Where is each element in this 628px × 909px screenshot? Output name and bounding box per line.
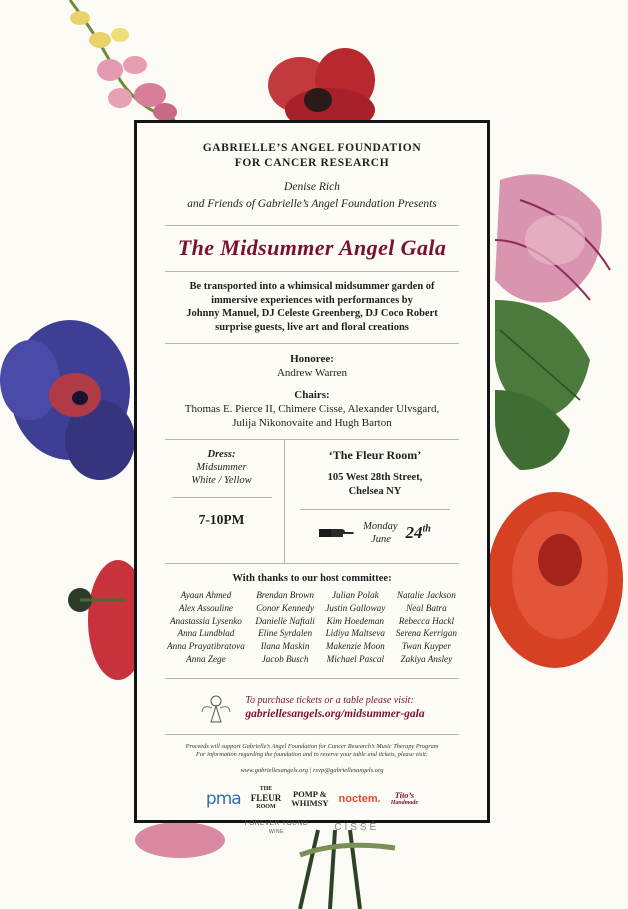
presenter-line-1: Denise Rich xyxy=(284,181,340,193)
titos-bot: Handmade xyxy=(390,799,419,806)
committee-member: Kim Hoedeman xyxy=(326,615,385,626)
divider xyxy=(165,734,459,735)
committee-member: Justin Galloway xyxy=(325,602,386,613)
divider xyxy=(165,678,459,679)
sponsor-logos xyxy=(159,786,465,812)
committee-member: Neal Batra xyxy=(406,602,447,613)
dress-label: Dress: xyxy=(207,449,236,460)
green-leaves xyxy=(495,300,590,470)
contact-links[interactable]: www.gabriellesangels.org | rsvp@gabriellesangels.org xyxy=(240,766,384,774)
fleur-mid: FLEUR xyxy=(250,793,282,804)
pomp-top: POMP & xyxy=(292,788,327,799)
titos-logo xyxy=(391,791,418,807)
fleur-bot: ROOM xyxy=(256,804,276,811)
committee-member: Zakiya Ansley xyxy=(400,653,453,664)
date-weekday: Monday xyxy=(363,521,398,532)
committee-member: Makenzie Moon xyxy=(325,641,385,652)
chairs-label: Chairs: xyxy=(294,389,330,401)
blue-anemone-flower xyxy=(0,320,135,480)
forever-young-sub: WINE xyxy=(268,828,285,835)
committee-member: Ayaan Ahmed xyxy=(180,590,232,600)
honoree-section xyxy=(159,352,465,380)
divider xyxy=(300,509,450,510)
committee-member: Lidiya Maltseva xyxy=(325,628,386,639)
dress-line-2: White / Yellow xyxy=(191,475,252,486)
divider xyxy=(165,343,459,344)
org-line-2: FOR CANCER RESEARCH xyxy=(234,157,390,169)
committee-column xyxy=(325,589,385,666)
description-line-3: Johnny Manuel, DJ Celeste Greenberg, DJ Coco Robert xyxy=(186,308,438,319)
committee-member: Ilana Maskin xyxy=(260,641,310,652)
divider xyxy=(165,271,459,272)
venue-name: ‘The Fleur Room’ xyxy=(328,448,422,462)
address-line-1: 105 West 28th Street, xyxy=(327,472,423,483)
chairs-line-1: Thomas E. Pierce II, Chimere Cisse, Alexander Ulvsgard, xyxy=(184,403,440,415)
angel-emblem-icon xyxy=(199,692,233,724)
dress-time-column xyxy=(159,440,285,563)
forever-young-logo xyxy=(245,820,308,836)
committee-member: Natalie Jackson xyxy=(396,590,456,600)
organization-name xyxy=(159,141,465,171)
date-day xyxy=(406,523,431,543)
committee-member: Twan Kuyper xyxy=(401,641,451,652)
committee-member: Anna Prayatibratova xyxy=(167,641,245,652)
date-words xyxy=(363,520,397,546)
venue-address xyxy=(328,471,423,499)
date-day-suffix: th xyxy=(422,523,431,535)
fine-print-line-1: Proceeds will support Gabrielle’s Angel Foundation for Cancer Research’s Music Therapy Program xyxy=(185,742,439,750)
committee-column xyxy=(396,589,457,666)
committee-list xyxy=(159,589,465,666)
pointing-hand-icon xyxy=(319,526,355,540)
fine-print xyxy=(159,743,465,760)
purchase-link[interactable]: gabriellesangels.org/midsummer-gala xyxy=(245,708,425,721)
foxglove-top-flower xyxy=(70,0,177,121)
event-date xyxy=(319,520,431,546)
pma-logo: pma xyxy=(205,788,241,809)
committee-title: With thanks to our host committee: xyxy=(232,573,392,584)
date-day-number: 24 xyxy=(405,523,423,542)
cisse-logo: CISSÉ xyxy=(334,822,380,834)
divider xyxy=(172,497,272,498)
divider xyxy=(165,563,459,564)
committee-member: Anna Zege xyxy=(186,653,226,664)
committee-column xyxy=(167,589,245,666)
committee-member: Julian Polak xyxy=(331,590,379,600)
committee-member: Danielle Naftali xyxy=(255,615,315,626)
committee-member: Serena Kerrigan xyxy=(395,628,457,639)
purchase-line: To purchase tickets or a table please visit: xyxy=(245,695,414,707)
event-time: 7-10PM xyxy=(198,512,245,527)
committee-member: Rebecca Hackl xyxy=(398,615,455,626)
event-details xyxy=(159,440,465,563)
presenter xyxy=(159,179,465,213)
forever-young-text: FOREVER YOUNG xyxy=(244,819,309,827)
purchase-text xyxy=(245,695,424,720)
committee-member: Conor Kennedy xyxy=(256,602,315,613)
purchase-section xyxy=(159,692,465,724)
divider xyxy=(165,225,459,226)
event-title: The Midsummer Angel Gala xyxy=(177,235,447,260)
description-line-4: surprise guests, live art and floral creations xyxy=(215,321,409,333)
invitation-card xyxy=(134,120,490,835)
pomp-whimsy-logo xyxy=(291,790,328,808)
red-dahlia-flower xyxy=(487,492,623,668)
committee-member: Eline Syrdalen xyxy=(258,628,313,639)
honoree-name: Andrew Warren xyxy=(276,367,348,379)
sponsor-logos-row-2 xyxy=(159,820,465,836)
org-line-1: GABRIELLE’S ANGEL FOUNDATION xyxy=(202,142,422,154)
presenter-line-2: and Friends of Gabrielle’s Angel Foundation Presents xyxy=(187,198,437,210)
address-line-2: Chelsea NY xyxy=(348,486,402,497)
titos-top: Tito’s xyxy=(394,789,415,800)
date-month: June xyxy=(371,534,391,545)
dress-line-1: Midsummer xyxy=(196,462,247,473)
committee-member: Brendan Brown xyxy=(256,590,314,600)
fine-print-line-2: For information regarding the foundation and to reserve your table and tickets, please visit: xyxy=(196,751,428,759)
committee-member: Jacob Busch xyxy=(261,653,309,664)
committee-member: Alex Assouline xyxy=(178,602,234,613)
fleur-room-logo xyxy=(251,785,282,812)
committee-member: Anna Lundblad xyxy=(177,628,235,639)
fleur-top: THE xyxy=(259,786,273,793)
venue-date-column xyxy=(285,440,465,563)
committee-member: Anastassia Lysenko xyxy=(169,615,242,626)
pink-lily-flower xyxy=(495,174,610,302)
description-line-2: immersive experiences with performances by xyxy=(211,294,413,306)
committee-column xyxy=(255,589,314,666)
chairs-line-2: Julija Nikonovaite and Hugh Barton xyxy=(232,417,392,429)
dress-code xyxy=(191,448,251,487)
committee-member: Michael Pascal xyxy=(326,653,384,664)
description-line-1: Be transported into a whimsical midsummer garden of xyxy=(189,281,435,292)
noctem-logo: noctem. xyxy=(338,792,381,805)
pomp-bot: WHIMSY xyxy=(291,797,329,808)
honoree-label: Honoree: xyxy=(290,353,334,365)
event-description xyxy=(159,280,465,334)
chairs-section xyxy=(159,388,465,430)
